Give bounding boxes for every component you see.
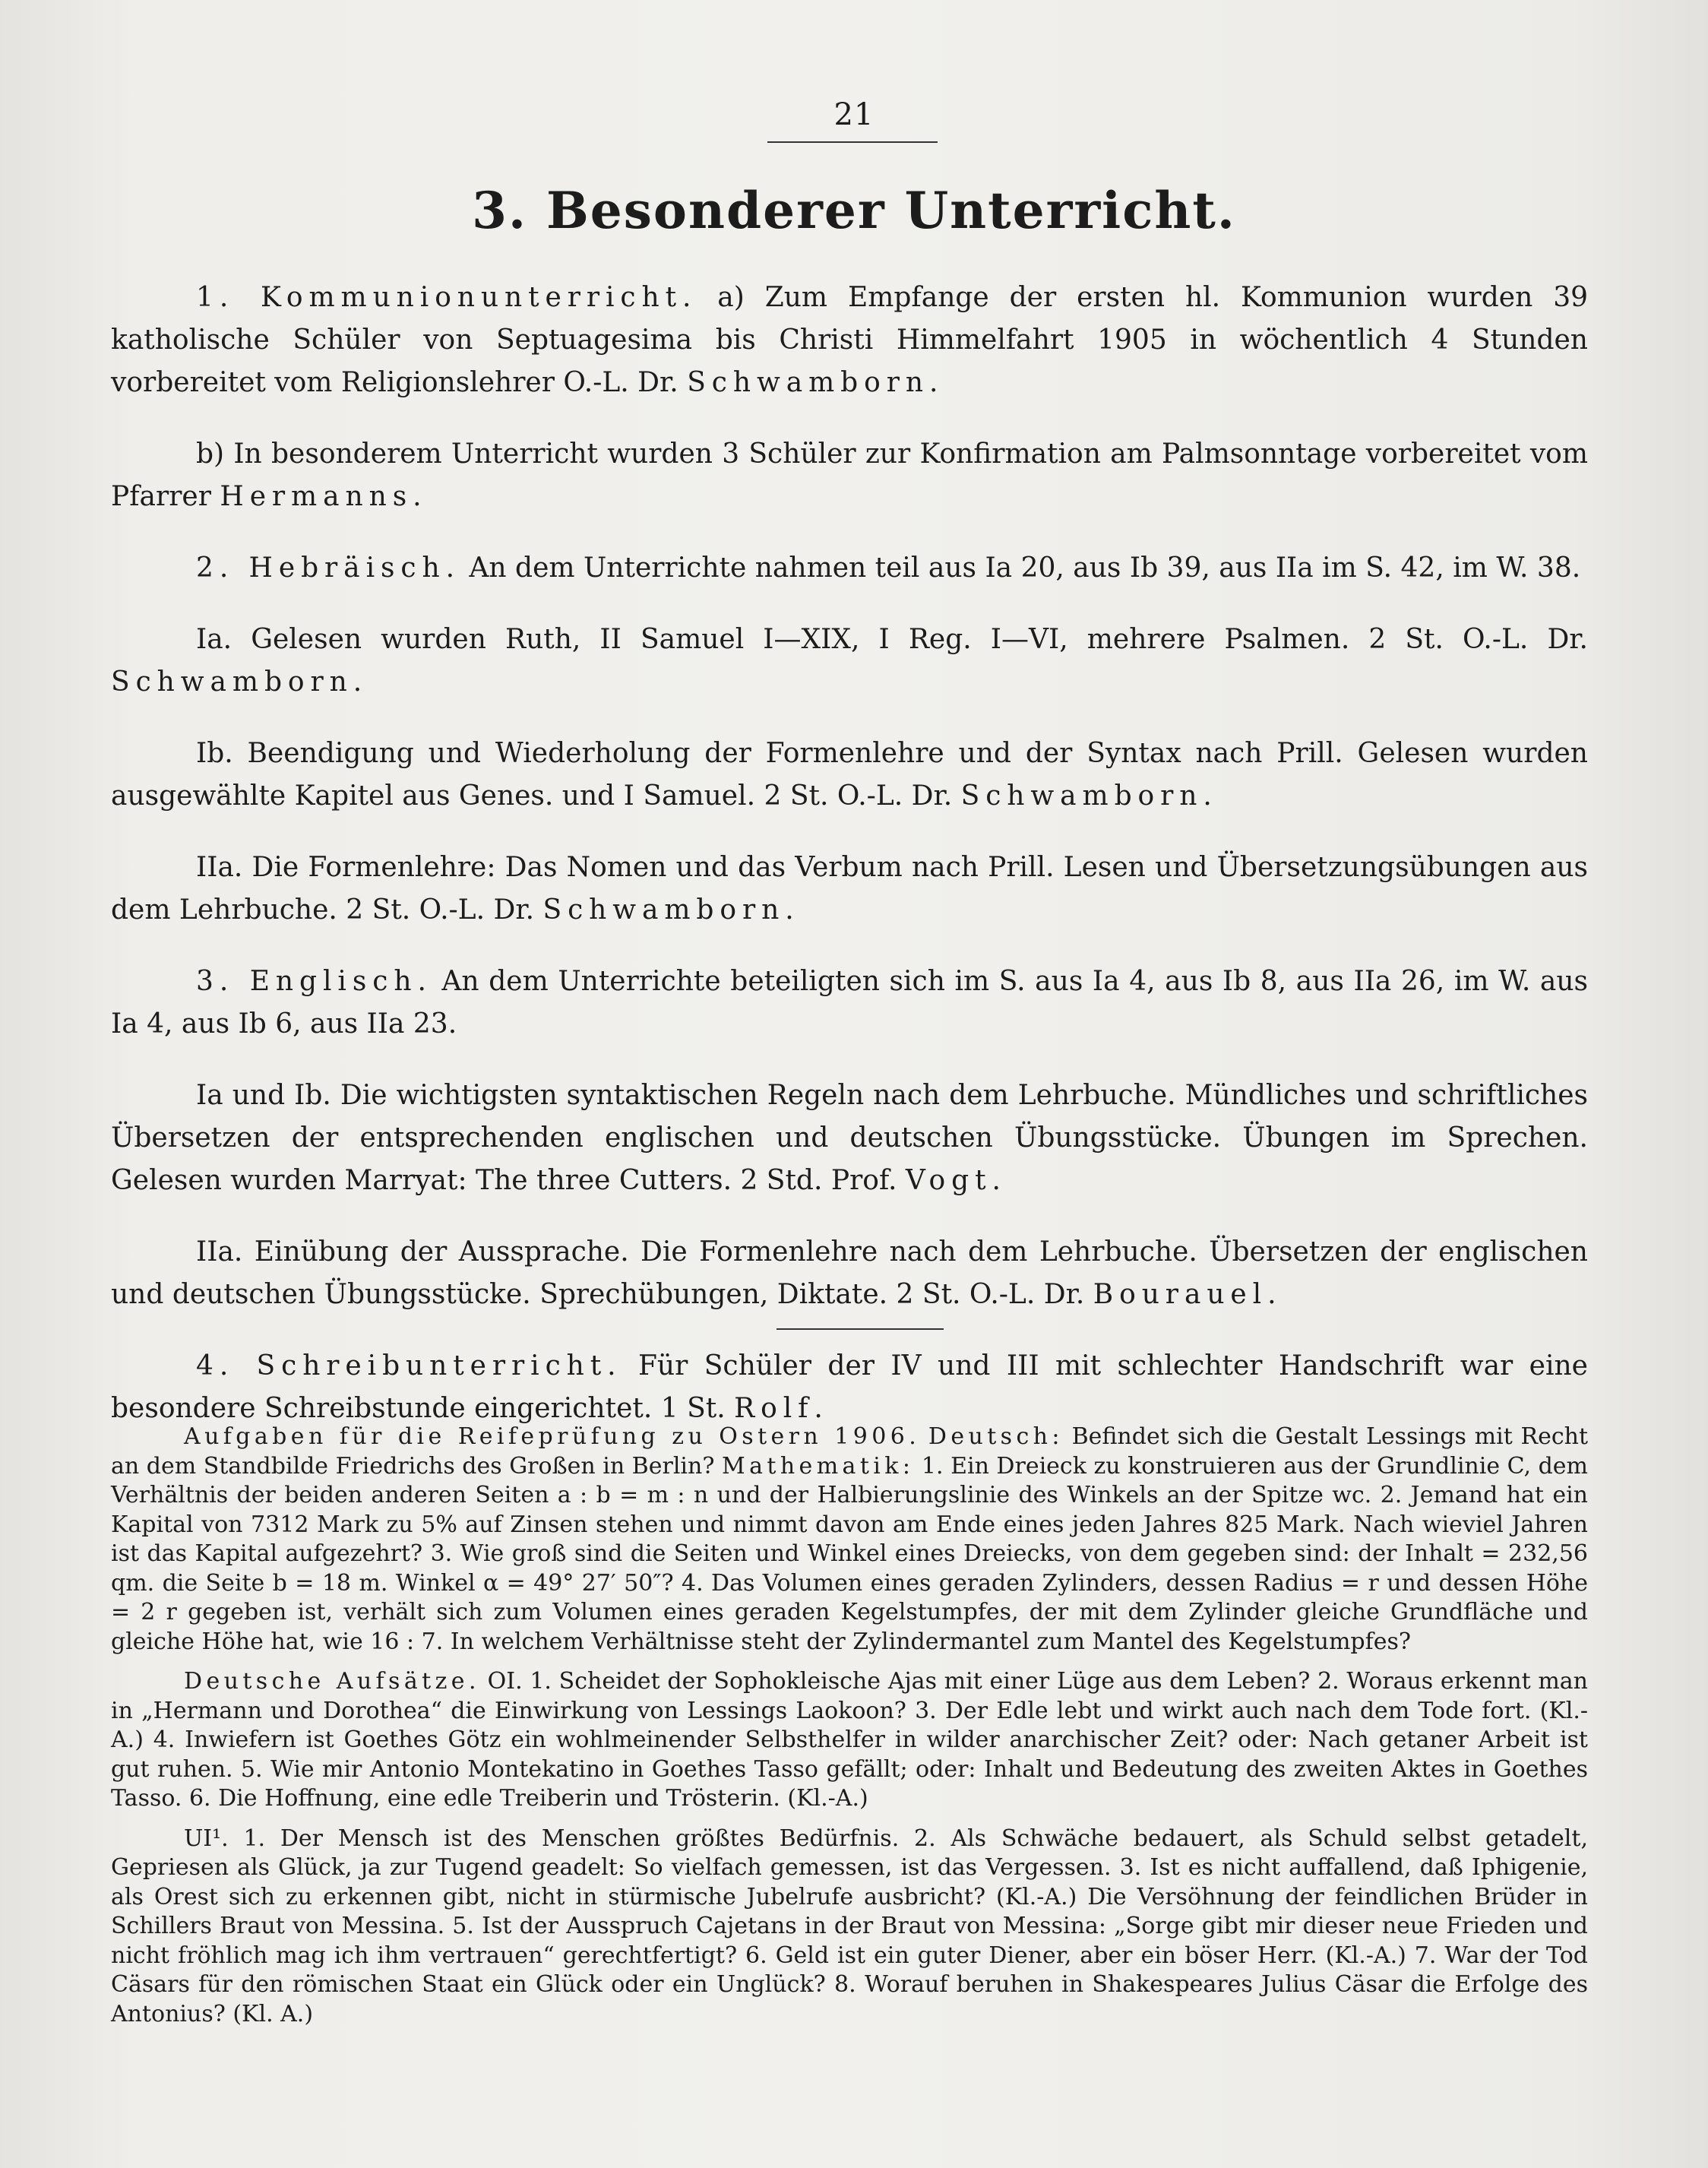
punctuation: . xyxy=(992,1165,1001,1196)
section-label: 3. Englisch. xyxy=(196,966,432,997)
paragraph-text: IIa. Die Formenlehre: Das Nomen und das Verbum nach Prill. Lesen und Übersetzungsübungen aus dem Lehrbuche. 2 St. O.-L. Dr. xyxy=(111,852,1588,926)
paragraph-hebraeisch-ia xyxy=(111,619,1588,704)
subject-label: Mathematik: xyxy=(721,1452,915,1480)
teacher-name: Schwamborn xyxy=(111,666,353,698)
exam-heading: Aufgaben für die Reifeprüfung zu Ostern 1906. xyxy=(184,1423,921,1450)
exam-text: OI. 1. Scheidet der Sophokleische Ajas mit einer Lüge aus dem Leben? 2. Woraus erkennt man in „Hermann und Dorothea“ die Einwirkung von Lessings Laokoon? 3. Der Edle lebt und wirkt auch nach dem Tode fort. (Kl.-A.) 4. Inwiefern ist Goethes Götz ein wohlmeinender Selbsthelfer in wilder anarchischer Zeit? oder: Nach getaner Arbeit ist gut ruhen. 5. Wie mir Antonio Montekatino in Goethes Tasso gefällt; oder: Inhalt und Bedeutung des zweiten Aktes in Goethes Tasso. 6. Die Hoffnung, eine edle Treiberin und Trösterin. (Kl.-A.) xyxy=(111,1668,1589,1812)
header-rule xyxy=(767,141,938,143)
paragraph-englisch-ia-ib xyxy=(111,1075,1588,1202)
paragraph-aufsaetze-ui xyxy=(111,1825,1588,2030)
exam-text: Befindet sich die Gestalt Lessings mit Recht an dem Standbilde Friedrichs des Großen in Berlin? xyxy=(111,1423,1589,1480)
page-number: 21 xyxy=(833,97,875,132)
section-title: 3. Besonderer Unterricht. xyxy=(472,181,1236,240)
paragraph-hebraeisch xyxy=(111,547,1588,590)
paragraph-aufsaetze-oi xyxy=(111,1667,1588,1814)
teacher-name: Schwamborn xyxy=(542,894,786,926)
punctuation: . xyxy=(1267,1279,1276,1310)
punctuation: . xyxy=(928,367,938,398)
teacher-name: Hermanns xyxy=(220,481,413,512)
exam-tasks xyxy=(111,1423,1588,2040)
punctuation: . xyxy=(785,894,794,926)
paragraph-englisch xyxy=(111,961,1588,1046)
paragraph-text: An dem Unterrichte beteiligten sich im S. aus Ia 4, aus Ib 8, aus IIa 26, im W. aus Ia 4, aus Ib 6, aus IIa 23. xyxy=(111,966,1588,1040)
subject-label: Deutsch: xyxy=(928,1423,1064,1450)
paragraph-konfirmation xyxy=(111,433,1588,518)
section-divider xyxy=(777,1328,944,1330)
paragraph-text: Ib. Beendigung und Wiederholung der Formenlehre und der Syntax nach Prill. Gelesen wurden ausgewählte Kapitel aus Genes. und I Samuel. 2 St. O.-L. Dr. xyxy=(111,738,1588,812)
paragraph-text: An dem Unterrichte nahmen teil aus Ia 20, aus Ib 39, aus IIa im S. 42, im W. 38. xyxy=(460,552,1581,584)
teacher-name: Rolf xyxy=(734,1393,814,1424)
paragraph-hebraeisch-ib xyxy=(111,733,1588,818)
paragraph-reifepruefung xyxy=(111,1423,1588,1657)
teacher-name: Bourauel xyxy=(1093,1279,1268,1310)
section-label: 1. Kommunionunterricht. xyxy=(196,282,697,313)
teacher-name: Schwamborn xyxy=(687,367,929,398)
paragraph-text: b) In besonderem Unterricht wurden 3 Schüler zur Konfirmation am Palmsonntage vorbereitet vom Pfarrer xyxy=(111,438,1588,512)
teacher-name: Vogt xyxy=(905,1165,992,1196)
paragraph-text: Ia und Ib. Die wichtigsten syntaktischen Regeln nach dem Lehrbuche. Mündliches und schriftliches Übersetzen der entsprechenden englischen und deutschen Übungsstücke. Übungen im Sprechen. Gelesen wurden Marryat: The three Cutters. 2 Std. Prof. xyxy=(111,1080,1588,1196)
paragraph-text: Für Schüler der IV und III mit schlechter Handschrift war eine besondere Schreibstunde eingerichtet. 1 St. xyxy=(111,1350,1588,1424)
teacher-name: Schwamborn xyxy=(960,780,1204,812)
punctuation: . xyxy=(814,1393,823,1424)
punctuation: . xyxy=(413,481,422,512)
paragraph-text: Ia. Gelesen wurden Ruth, II Samuel I—XIX, I Reg. I—VI, mehrere Psalmen. 2 St. O.-L. Dr. xyxy=(196,624,1588,655)
paragraph-text: a) Zum Empfange der ersten hl. Kommunion wurden 39 katholische Schüler von Septuagesima bis Christi Himmelfahrt 1905 in wöchentlich 4 Stunden vorbereitet vom Religionslehrer O.-L. Dr. xyxy=(111,282,1589,398)
section-label: 2. Hebräisch. xyxy=(196,552,460,584)
paragraph-englisch-iia xyxy=(111,1231,1588,1316)
subject-label: Deutsche Aufsätze. xyxy=(184,1668,480,1695)
exam-text: 1. Ein Dreieck zu konstruieren aus der Grundlinie C, dem Verhältnis der beiden anderen Seiten a : b = m : n und der Halbierungslinie des Winkels an der Spitze wc. 2. Jemand hat ein Kapital von 7312 Mark zu 5% auf Zinsen stehen und nimmt davon am Ende eines jeden Jahres 825 Mark. Nach wieviel Jahren ist das Kapital aufgezehrt? 3. Wie groß sind die Seiten und Winkel eines Dreiecks, von dem gegeben sind: der Inhalt = 232,56 qm. die Seite b = 18 m. Winkel α = 49° 27′ 50″? 4. Das Volumen eines geraden Zylinders, dessen Radius = r und dessen Höhe = 2 r gegeben ist, verhält sich zum Volumen eines geraden Kegelstumpfes, der mit dem Zylinder gleiche Grundfläche und gleiche Höhe hat, wie 16 : 7. In welchem Verhältnisse steht der Zylindermantel zum Mantel des Kegelstumpfes? xyxy=(111,1452,1589,1655)
exam-text: UI¹. 1. Der Mensch ist des Menschen größtes Bedürfnis. 2. Als Schwäche bedauert, als Schuld selbst getadelt, Gepriesen als Glück, ja zur Tugend geadelt: So vielfach gemessen, ist das Vergessen. 3. Ist es nicht auffallend, daß Iphigenie, als Orest sich zu erkennen gibt, nicht in stürmische Jubelrufe ausbricht? (Kl.-A.) Die Versöhnung der feindlichen Brüder in Schillers Braut von Messina. 5. Ist der Ausspruch Cajetans in der Braut von Messina: „Sorge gibt mir dieser neue Frieden und nicht fröhlich mag ich ihm vertrauen“ gerechtfertigt? 6. Geld ist ein guter Diener, aber ein böser Herr. (Kl.-A.) 7. War der Tod Cäsars für den römischen Staat ein Glück oder ein Unglück? 8. Worauf beruhen in Shakespeares Julius Cäsar die Erfolge des Antonius? (Kl. A.) xyxy=(111,1825,1588,2027)
punctuation: . xyxy=(353,666,362,698)
main-text xyxy=(111,277,1588,1459)
punctuation: . xyxy=(1203,780,1212,812)
paragraph-kommunion xyxy=(111,277,1588,404)
paragraph-text: IIa. Einübung der Aussprache. Die Formenlehre nach dem Lehrbuche. Übersetzen der englischen und deutschen Übungsstücke. Sprechübungen, Diktate. 2 St. O.-L. Dr. xyxy=(111,1236,1588,1310)
paragraph-hebraeisch-iia xyxy=(111,847,1588,932)
section-label: 4. Schreibunterricht. xyxy=(196,1350,622,1382)
paragraph-schreibunterricht xyxy=(111,1345,1588,1430)
